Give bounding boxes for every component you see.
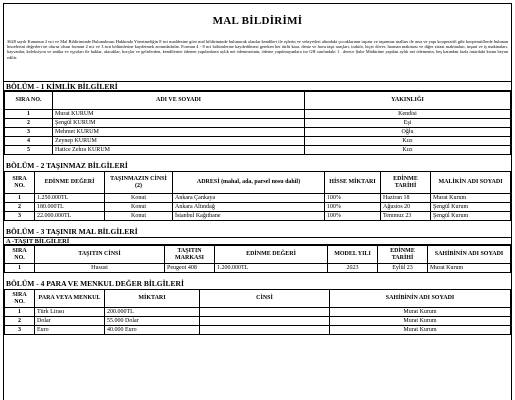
cell-owner: Murat Kurum	[330, 308, 511, 317]
cell-share: 100%	[325, 203, 381, 212]
cell-rel: Kendisi	[305, 110, 511, 119]
document-page	[3, 3, 512, 400]
cell-no: 2	[5, 203, 35, 212]
cell-kind	[200, 317, 330, 326]
table-row	[5, 110, 511, 119]
header-value: EDİNME DEĞERİ	[215, 246, 328, 264]
header-owner: MALİKİN ADI SOYADI	[431, 172, 511, 194]
header-no: SIRA NO.	[5, 172, 35, 194]
cell-no: 1	[5, 308, 35, 317]
cell-unit: Euro	[35, 326, 105, 335]
cell-name: Hatice Zehra KURUM	[53, 146, 305, 155]
cell-unit: Dolar	[35, 317, 105, 326]
cell-rel: Eşi	[305, 119, 511, 128]
cell-date: Eylül 23	[378, 264, 428, 273]
cell-value: 1.250.000TL	[35, 194, 105, 203]
cell-kind	[200, 326, 330, 335]
cell-type: Konut	[105, 194, 173, 203]
cell-no: 1	[5, 110, 53, 119]
cell-brand: Peugeot 408	[165, 264, 215, 273]
header-kind: CİNSİ	[200, 290, 330, 308]
section4-title: BÖLÜM - 4 PARA VE MENKUL DEĞER BİLGİLERİ	[6, 279, 184, 288]
cell-amount: 55.000 Dolar	[105, 317, 200, 326]
cell-owner: Murat Kurum	[428, 264, 511, 273]
header-year: MODEL YILI	[328, 246, 378, 264]
table-row	[5, 308, 511, 317]
cell-owner: Şengül Kurum	[431, 212, 511, 221]
header-date: EDİNME TARİHİ	[378, 246, 428, 264]
cell-no: 2	[5, 317, 35, 326]
table-row	[5, 119, 511, 128]
header-type: TAŞINMAZIN CİNSİ (2)	[105, 172, 173, 194]
section2-title: BÖLÜM - 2 TAŞINMAZ BİLGİLERİ	[6, 161, 128, 170]
cell-no: 3	[5, 326, 35, 335]
cell-type: Konut	[105, 212, 173, 221]
intro-paragraph: 3628 sayılı Kanunun 2 nci ve Mal Bildiriminde Bulunulması Hakkında Yönetmeliğin 8 nci maddesine göre mal bildiriminde bulunacak olanlar kendileri ile eşlerin ve velayetleri altındaki çocuklarının taşınır ve taşınmaz malları ile arsa ve yapı kooperatifi gibi kooperatiflerde bulunan hisselerini değerleri ne olursa olsun formun 2 nci ve 3 ncü bölümlerine kaydetmek zorundadırlar. Formun 4 - 8 nci bölümlerine kaydedilmesi gereken her türlü kara, deniz ve hava taşıt araçları, traktör, biçer döver, harman makinası ve diğer ziraat makinaları, inşaat ve iş makinaları, hayvanlar, koleksiyon ve antika ev eşyaları ile haklar, alacaklar, borçlar ve gelirlerden, kendilerine ödenen yapılanların aylık net ödenmesinin, ödeme yapılmayanlara ise GH sınıfındaki 1 . derece Şube Müdürüne yapılan aylık net ödemenin, beş katından fazla tutardaki kısmı beyan edilir.	[7, 39, 508, 60]
cell-name: Murat KURUM	[53, 110, 305, 119]
header-address: ADRESİ (mahal, ada, parsel nosu dahil)	[173, 172, 325, 194]
document-title: MAL BİLDİRİMİ	[212, 15, 303, 27]
header-value: EDİNME DEĞERİ	[35, 172, 105, 194]
cell-name: Zeynep KURUM	[53, 137, 305, 146]
header-relation: YAKINLIĞI	[305, 92, 511, 110]
header-no: SIRA NO.	[5, 290, 35, 308]
cell-owner: Murat Kurum	[431, 194, 511, 203]
cell-value: 1.200.000TL	[215, 264, 328, 273]
cell-address: Ankara Altındağ	[173, 203, 325, 212]
header-share: HİSSE MİKTARI	[325, 172, 381, 194]
header-name: ADI VE SOYADI	[53, 92, 305, 110]
table-row	[5, 128, 511, 137]
cell-no: 1	[5, 194, 35, 203]
header-unit: PARA VEYA MENKUL	[35, 290, 105, 308]
cell-type: Hususi	[35, 264, 165, 273]
cell-rel: Oğlu	[305, 128, 511, 137]
cell-owner: Şengül Kurum	[431, 203, 511, 212]
header-owner: SAHİBİNİN ADI SOYADI	[428, 246, 511, 264]
cell-rel: Kızı	[305, 137, 511, 146]
cell-type: Konut	[105, 203, 173, 212]
real-estate-table	[4, 171, 511, 221]
cell-date: Ağustos 20	[381, 203, 431, 212]
cell-no: 3	[5, 128, 53, 137]
table-row	[5, 326, 511, 335]
table-row	[5, 212, 511, 221]
vehicle-table	[4, 245, 511, 273]
cell-date: Temmuz 23	[381, 212, 431, 221]
cell-address: Ankara Çankaya	[173, 194, 325, 203]
cell-no: 1	[5, 264, 35, 273]
header-no: SIRA NO.	[5, 92, 53, 110]
cell-no: 5	[5, 146, 53, 155]
header-owner: SAHİBİNİN ADI SOYADI	[330, 290, 511, 308]
table-row	[5, 146, 511, 155]
cell-address: İstanbul Kağıthane	[173, 212, 325, 221]
header-amount: MİKTARI	[105, 290, 200, 308]
header-brand: TAŞITIN MARKASI	[165, 246, 215, 264]
table-row	[5, 203, 511, 212]
cell-no: 3	[5, 212, 35, 221]
table-row	[5, 264, 511, 273]
cell-share: 100%	[325, 212, 381, 221]
cell-amount: 40.000 Euro	[105, 326, 200, 335]
cell-no: 2	[5, 119, 53, 128]
header-date: EDİNME TARİHİ	[381, 172, 431, 194]
cell-value: 22.000.000TL	[35, 212, 105, 221]
money-table	[4, 289, 511, 335]
header-type: TAŞITIN CİNSİ	[35, 246, 165, 264]
section3-subtitle: A -TAŞIT BİLGİLERİ	[4, 237, 511, 245]
identity-table	[4, 91, 511, 155]
cell-owner: Murat Kurum	[330, 317, 511, 326]
cell-rel: Kızı	[305, 146, 511, 155]
cell-no: 4	[5, 137, 53, 146]
header-no: SIRA NO.	[5, 246, 35, 264]
cell-unit: Türk Lirası	[35, 308, 105, 317]
table-row	[5, 137, 511, 146]
cell-amount: 200.000TL	[105, 308, 200, 317]
section1-title: BÖLÜM - 1 KİMLİK BİLGİLERİ	[4, 81, 511, 91]
cell-owner: Murat Kurum	[330, 326, 511, 335]
cell-kind	[200, 308, 330, 317]
table-row	[5, 194, 511, 203]
cell-name: Şengül KURUM	[53, 119, 305, 128]
section3-title: BÖLÜM - 3 TAŞINIR MAL BİLGİLERİ	[6, 227, 138, 236]
cell-name: Mehmet KURUM	[53, 128, 305, 137]
cell-year: 2023	[328, 264, 378, 273]
cell-date: Haziran 18	[381, 194, 431, 203]
cell-share: 100%	[325, 194, 381, 203]
table-row	[5, 317, 511, 326]
cell-value: 180.000TL	[35, 203, 105, 212]
